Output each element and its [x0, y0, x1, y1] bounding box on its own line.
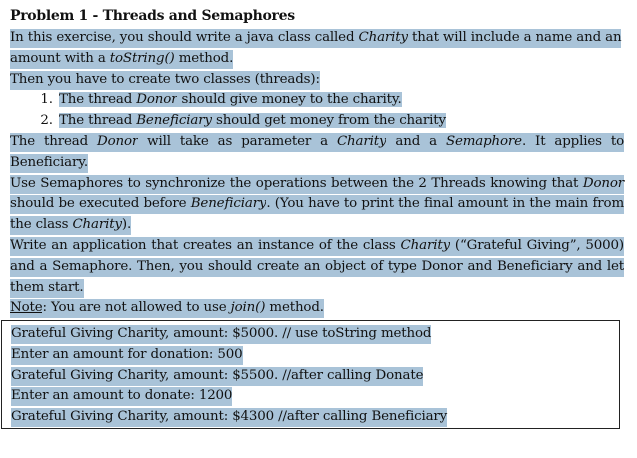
- sync-beneficiary: Beneficiary: [191, 195, 267, 214]
- note-text-2: method.: [265, 299, 324, 318]
- thread-list: [10, 90, 624, 132]
- list-item-donor: [57, 90, 624, 111]
- output-line-text: Grateful Giving Charity, amount: $5500. //after calling Donate: [11, 367, 423, 386]
- intro-text-3: method.: [175, 50, 234, 69]
- sync-text-1: Use Semaphores to synchronize the operations between the 2 Threads knowing that: [10, 175, 583, 194]
- note-join: join(): [231, 299, 266, 318]
- intro-text-2: that will include a name and an amount with a: [10, 29, 621, 69]
- output-line: [11, 407, 619, 428]
- param-paragraph: [10, 132, 624, 174]
- sync-text-2: should be executed before: [10, 195, 191, 214]
- sync-donor: Donor: [583, 175, 624, 194]
- then-line: Then you have to create two classes (threads):: [10, 71, 320, 90]
- intro-text-1: In this exercise, you should write a java class called: [10, 29, 359, 48]
- output-line-text: Grateful Giving Charity, amount: $5000. // use toString method: [11, 325, 431, 344]
- list-item-pre: The thread: [59, 92, 137, 108]
- app-paragraph: [10, 236, 624, 298]
- param-text-3: and a: [386, 133, 446, 152]
- param-text-2: will take as parameter a: [138, 133, 337, 152]
- sync-paragraph: [10, 174, 624, 236]
- output-line: [11, 324, 619, 345]
- output-line-text: Grateful Giving Charity, amount: $4300 //after calling Beneficiary: [11, 408, 447, 427]
- param-donor: Donor: [97, 133, 138, 152]
- sync-text-3: . (You have to print the final amount in the main from the class: [10, 195, 624, 235]
- output-line: [11, 386, 619, 407]
- intro-paragraph: [10, 28, 624, 70]
- sample-output-box: [1, 320, 620, 429]
- problem-document: [10, 6, 624, 319]
- param-semaphore: Semaphore: [446, 133, 522, 152]
- list-item-post: should get money from the charity: [211, 113, 446, 129]
- param-text-4: . It applies to Beneficiary.: [10, 133, 624, 173]
- output-line-text: Enter an amount to donate: 1200: [11, 387, 232, 406]
- app-charity: Charity: [401, 237, 450, 256]
- intro-tostring: toString(): [110, 50, 175, 69]
- problem-title: Problem 1 - Threads and Semaphores: [10, 8, 295, 24]
- output-line: [11, 345, 619, 366]
- sync-text-4: ).: [122, 216, 131, 235]
- output-line: [11, 366, 619, 387]
- output-line-text: Enter an amount for donation: 500: [11, 346, 243, 365]
- app-text-1: Write an application that creates an instance of the class: [10, 237, 401, 256]
- note-paragraph: [10, 298, 624, 319]
- list-item-em: Beneficiary: [136, 113, 212, 129]
- intro-charity: Charity: [359, 29, 408, 48]
- list-item-em: Donor: [136, 92, 178, 108]
- list-item-post: should give money to the charity.: [177, 92, 402, 108]
- list-item-beneficiary: [57, 111, 624, 132]
- then-paragraph: [10, 70, 624, 91]
- sync-charity: Charity: [72, 216, 121, 235]
- note-label: Note: [10, 299, 42, 318]
- param-text-1: The thread: [10, 133, 97, 152]
- list-item-pre: The thread: [59, 113, 137, 129]
- note-text-1: : You are not allowed to use: [42, 299, 230, 318]
- param-charity: Charity: [337, 133, 386, 152]
- app-text-2: (“Grateful Giving”, 5000) and a Semaphore. Then, you should create an object of type Donor and Beneficiary and let them start.: [10, 237, 624, 298]
